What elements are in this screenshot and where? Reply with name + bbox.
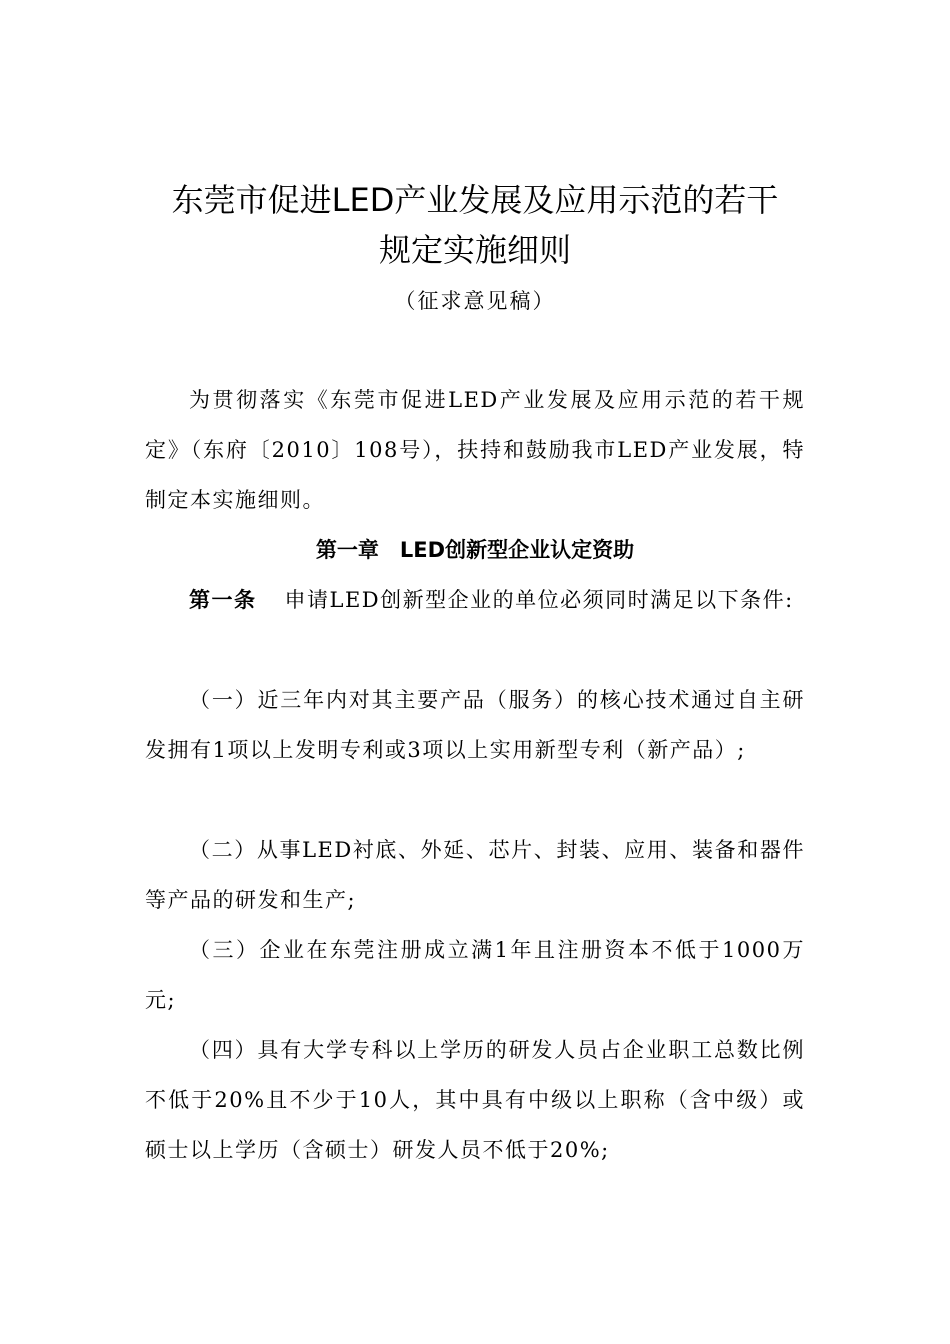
list-item: （三）企业在东莞注册成立满1年且注册资本不低于1000万元; bbox=[145, 938, 805, 1012]
document-subtitle: （征求意见稿） bbox=[394, 289, 556, 313]
document-title-line-1: 东莞市促进LED产业发展及应用示范的若干 bbox=[171, 181, 779, 219]
article-paragraph bbox=[145, 575, 805, 625]
article-number: 第一条 bbox=[189, 588, 257, 612]
list-item: （二）从事LED衬底、外延、芯片、封装、应用、装备和器件等产品的研发和生产; bbox=[145, 838, 805, 912]
article-text: 申请LED创新型企业的单位必须同时满足以下条件: bbox=[284, 588, 794, 612]
list-item: （一）近三年内对其主要产品（服务）的核心技术通过自主研发拥有1项以上发明专利或3项以上实用新型专利（新产品）; bbox=[145, 688, 805, 762]
chapter-heading: 第一章 LED创新型企业认定资助 bbox=[315, 538, 635, 562]
document-title-line-2: 规定实施细则 bbox=[378, 231, 571, 269]
intro-paragraph: 为贯彻落实《东莞市促进LED产业发展及应用示范的若干规定》（东府〔2010〕108号），扶持和鼓励我市LED产业发展，特制定本实施细则。 bbox=[145, 388, 805, 512]
list-item: （四）具有大学专科以上学历的研发人员占企业职工总数比例不低于20%且不少于10人，其中具有中级以上职称（含中级）或硕士以上学历（含硕士）研发人员不低于20%; bbox=[145, 1038, 805, 1162]
